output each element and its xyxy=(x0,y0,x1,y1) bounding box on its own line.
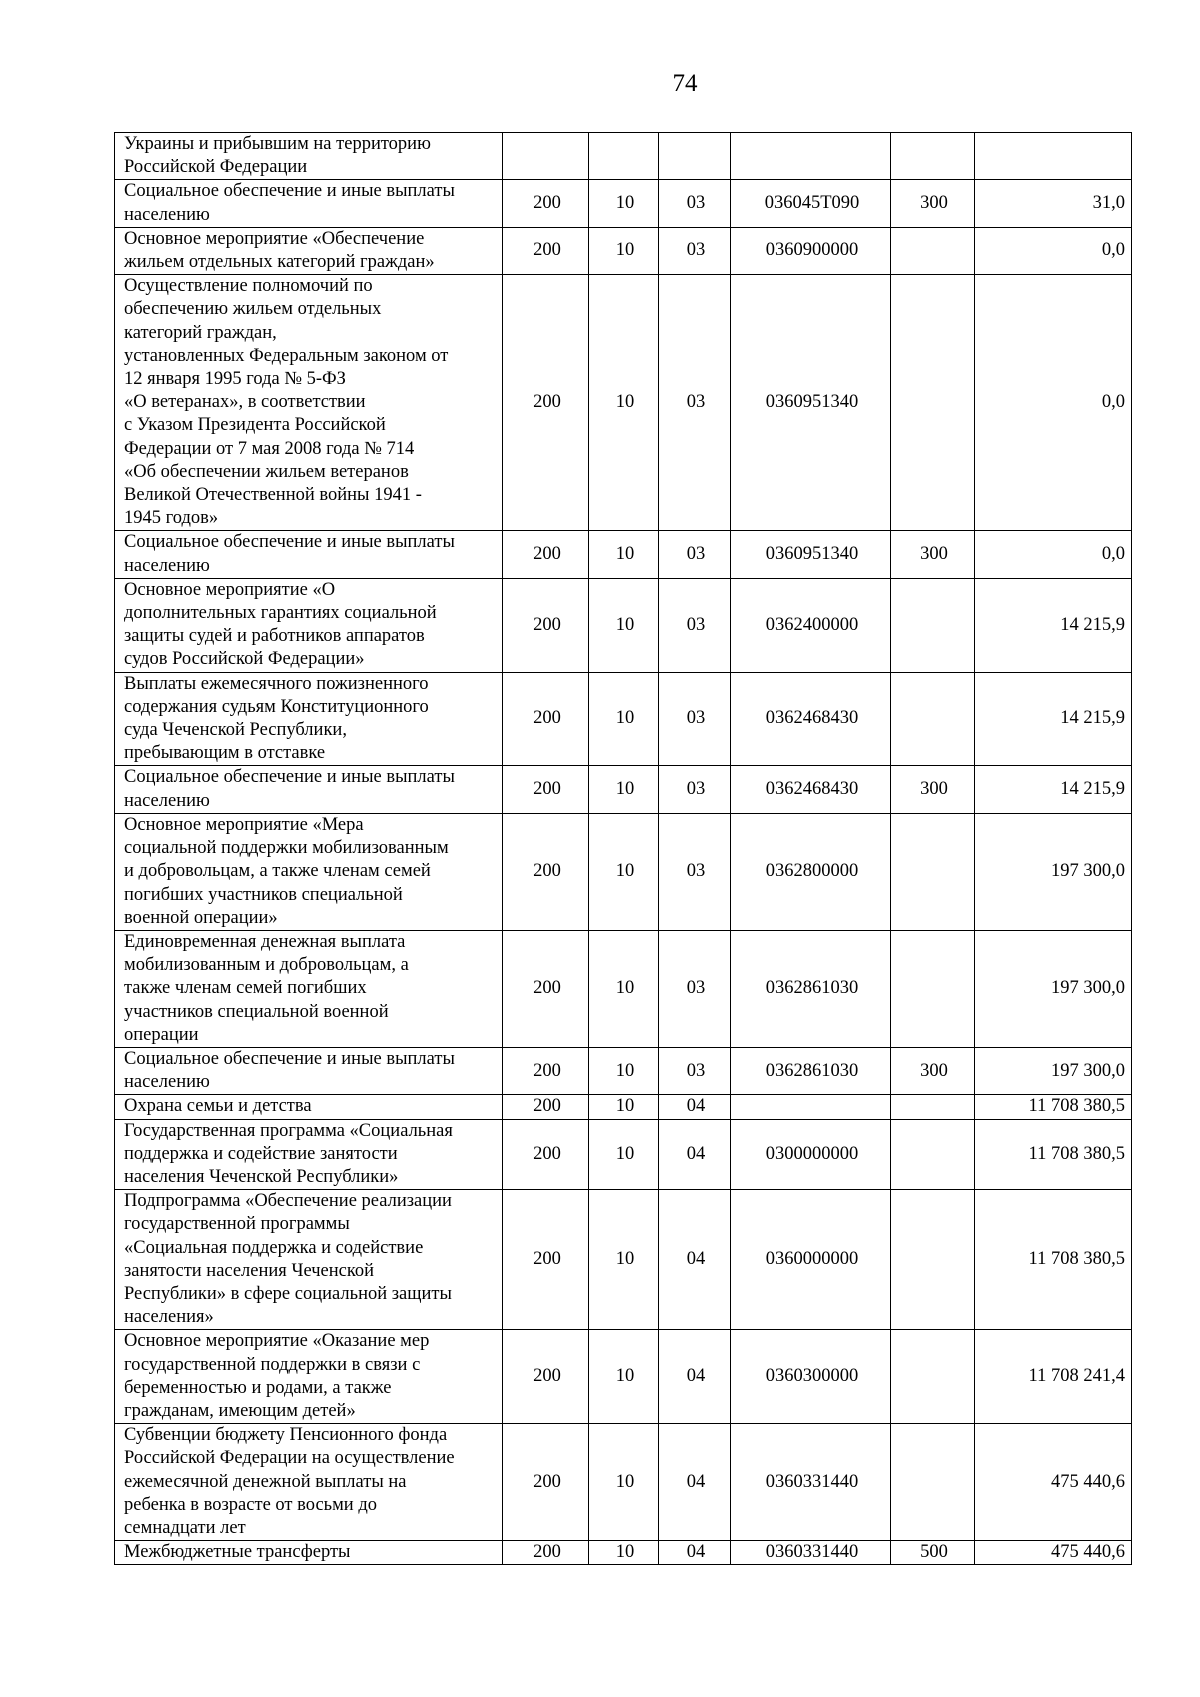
table-row xyxy=(115,275,1132,531)
section-code-cell: 10 xyxy=(589,672,659,766)
item-name-line: государственной поддержки в связи с xyxy=(124,1354,421,1375)
department-code-cell: 200 xyxy=(503,531,589,578)
target-article-cell: 0360900000 xyxy=(731,227,891,274)
section-code-cell: 10 xyxy=(589,275,659,531)
table-row xyxy=(115,1119,1132,1190)
expense-type-cell xyxy=(891,1095,975,1119)
item-name-line: Субвенции бюджету Пенсионного фонда xyxy=(124,1425,448,1446)
expense-type-cell xyxy=(891,133,975,180)
department-code-cell: 200 xyxy=(503,227,589,274)
item-name-line: Единовременная денежная выплата xyxy=(124,931,406,952)
amount-cell: 11 708 241,4 xyxy=(975,1330,1132,1424)
item-name-line: мобилизованным и добровольцам, а xyxy=(124,955,409,976)
table-row xyxy=(115,133,1132,180)
item-name-line: населения» xyxy=(124,1307,214,1328)
item-name-line: Республики» в сфере социальной защиты xyxy=(124,1283,452,1304)
subsection-code-cell: 03 xyxy=(659,227,731,274)
subsection-code-cell: 03 xyxy=(659,531,731,578)
department-code-cell: 200 xyxy=(503,1424,589,1541)
section-code-cell: 10 xyxy=(589,1424,659,1541)
item-name-line: судов Российской Федерации» xyxy=(124,649,365,670)
item-name-line: Государственная программа «Социальная xyxy=(124,1120,453,1141)
item-name-line: государственной программы xyxy=(124,1214,350,1235)
item-name-line: населению xyxy=(124,1072,210,1093)
department-code-cell xyxy=(503,133,589,180)
department-code-cell: 200 xyxy=(503,1190,589,1330)
item-name-line: Социальное обеспечение и иные выплаты xyxy=(124,767,455,788)
expense-type-cell xyxy=(891,1190,975,1330)
target-article-cell: 0360331440 xyxy=(731,1424,891,1541)
amount-cell: 14 215,9 xyxy=(975,672,1132,766)
subsection-code-cell: 03 xyxy=(659,275,731,531)
amount-cell: 11 708 380,5 xyxy=(975,1095,1132,1119)
section-code-cell: 10 xyxy=(589,531,659,578)
amount-cell: 197 300,0 xyxy=(975,930,1132,1047)
amount-cell: 475 440,6 xyxy=(975,1424,1132,1541)
item-name-cell xyxy=(115,1119,503,1190)
table-row xyxy=(115,1047,1132,1094)
item-name-cell xyxy=(115,1541,503,1565)
item-name-line: «Социальная поддержка и содействие xyxy=(124,1237,424,1258)
item-name-line: операции xyxy=(124,1024,199,1045)
page-number: 74 xyxy=(672,70,698,97)
department-code-cell: 200 xyxy=(503,578,589,672)
section-code-cell: 10 xyxy=(589,1119,659,1190)
item-name-line: Украины и прибывшим на территорию xyxy=(124,134,431,154)
item-name-line: Основное мероприятие «Оказание мер xyxy=(124,1331,430,1352)
expense-type-cell xyxy=(891,578,975,672)
item-name-line: погибших участников специальной xyxy=(124,884,403,905)
item-name-line: пребывающим в отставке xyxy=(124,743,326,764)
item-name-cell xyxy=(115,180,503,227)
item-name-cell xyxy=(115,578,503,672)
item-name-line: Социальное обеспечение и иные выплаты xyxy=(124,181,455,202)
department-code-cell: 200 xyxy=(503,813,589,930)
subsection-code-cell: 04 xyxy=(659,1541,731,1565)
target-article-cell xyxy=(731,1095,891,1119)
table-row xyxy=(115,672,1132,766)
subsection-code-cell: 04 xyxy=(659,1119,731,1190)
target-article-cell: 0360300000 xyxy=(731,1330,891,1424)
subsection-code-cell: 03 xyxy=(659,1047,731,1094)
item-name-line: Межбюджетные трансферты xyxy=(124,1542,351,1563)
department-code-cell: 200 xyxy=(503,930,589,1047)
item-name-line: беременностью и родами, а также xyxy=(124,1377,392,1398)
item-name-line: ежемесячной денежной выплаты на xyxy=(124,1471,407,1492)
subsection-code-cell: 04 xyxy=(659,1190,731,1330)
item-name-cell xyxy=(115,930,503,1047)
department-code-cell: 200 xyxy=(503,766,589,813)
section-code-cell: 10 xyxy=(589,1330,659,1424)
item-name-cell xyxy=(115,1330,503,1424)
item-name-line: участников специальной военной xyxy=(124,1001,389,1022)
item-name-cell xyxy=(115,133,503,180)
expense-type-cell: 500 xyxy=(891,1541,975,1565)
item-name-line: суда Чеченской Республики, xyxy=(124,720,347,741)
expense-type-cell xyxy=(891,227,975,274)
item-name-line: дополнительных гарантиях социальной xyxy=(124,603,437,624)
item-name-line: с Указом Президента Российской xyxy=(124,415,386,436)
target-article-cell: 0362468430 xyxy=(731,672,891,766)
expense-type-cell xyxy=(891,813,975,930)
item-name-cell xyxy=(115,227,503,274)
item-name-line: «О ветеранах», в соответствии xyxy=(124,392,366,413)
expense-type-cell: 300 xyxy=(891,180,975,227)
amount-cell xyxy=(975,133,1132,180)
table-row xyxy=(115,227,1132,274)
target-article-cell: 0360000000 xyxy=(731,1190,891,1330)
amount-cell: 0,0 xyxy=(975,531,1132,578)
item-name-cell xyxy=(115,672,503,766)
table-row xyxy=(115,813,1132,930)
department-code-cell: 200 xyxy=(503,275,589,531)
item-name-cell xyxy=(115,766,503,813)
table-row xyxy=(115,1330,1132,1424)
item-name-cell xyxy=(115,1047,503,1094)
subsection-code-cell: 04 xyxy=(659,1424,731,1541)
section-code-cell: 10 xyxy=(589,813,659,930)
table-row xyxy=(115,1424,1132,1541)
section-code-cell xyxy=(589,133,659,180)
expense-type-cell: 300 xyxy=(891,766,975,813)
item-name-line: также членам семей погибших xyxy=(124,978,367,999)
target-article-cell: 0300000000 xyxy=(731,1119,891,1190)
department-code-cell: 200 xyxy=(503,672,589,766)
expense-type-cell xyxy=(891,930,975,1047)
target-article-cell: 0360951340 xyxy=(731,531,891,578)
amount-cell: 14 215,9 xyxy=(975,766,1132,813)
expense-type-cell: 300 xyxy=(891,531,975,578)
department-code-cell: 200 xyxy=(503,1119,589,1190)
section-code-cell: 10 xyxy=(589,180,659,227)
table-row xyxy=(115,766,1132,813)
item-name-line: Основное мероприятие «О xyxy=(124,579,336,600)
department-code-cell: 200 xyxy=(503,1047,589,1094)
table-row xyxy=(115,1190,1132,1330)
amount-cell: 197 300,0 xyxy=(975,813,1132,930)
item-name-cell xyxy=(115,275,503,531)
item-name-line: «Об обеспечении жильем ветеранов xyxy=(124,461,409,482)
item-name-cell xyxy=(115,1190,503,1330)
item-name-line: Выплаты ежемесячного пожизненного xyxy=(124,673,429,694)
item-name-line: военной операции» xyxy=(124,907,278,928)
item-name-line: населению xyxy=(124,790,210,811)
item-name-cell xyxy=(115,1424,503,1541)
section-code-cell: 10 xyxy=(589,930,659,1047)
item-name-line: ребенка в возрасте от восьми до xyxy=(124,1494,377,1515)
expense-type-cell xyxy=(891,1119,975,1190)
item-name-line: Основное мероприятие «Обеспечение xyxy=(124,228,425,249)
amount-cell: 0,0 xyxy=(975,275,1132,531)
department-code-cell: 200 xyxy=(503,1330,589,1424)
amount-cell: 14 215,9 xyxy=(975,578,1132,672)
item-name-line: Федерации от 7 мая 2008 года № 714 xyxy=(124,438,415,459)
budget-table xyxy=(114,132,1132,1565)
target-article-cell xyxy=(731,133,891,180)
amount-cell: 197 300,0 xyxy=(975,1047,1132,1094)
item-name-cell xyxy=(115,813,503,930)
target-article-cell: 0360331440 xyxy=(731,1541,891,1565)
target-article-cell: 0360951340 xyxy=(731,275,891,531)
item-name-line: Великой Отечественной войны 1941 - xyxy=(124,485,422,506)
table-row xyxy=(115,1541,1132,1565)
amount-cell: 475 440,6 xyxy=(975,1541,1132,1565)
item-name-line: 1945 годов» xyxy=(124,508,219,529)
amount-cell: 11 708 380,5 xyxy=(975,1190,1132,1330)
section-code-cell: 10 xyxy=(589,1047,659,1094)
item-name-cell xyxy=(115,1095,503,1119)
table-row xyxy=(115,180,1132,227)
subsection-code-cell: 03 xyxy=(659,672,731,766)
item-name-line: населения Чеченской Республики» xyxy=(124,1166,399,1187)
item-name-line: занятости населения Чеченской xyxy=(124,1260,375,1281)
subsection-code-cell: 04 xyxy=(659,1095,731,1119)
item-name-line: жильем отдельных категорий граждан» xyxy=(124,252,435,273)
target-article-cell: 0362861030 xyxy=(731,1047,891,1094)
item-name-line: Российской Федерации на осуществление xyxy=(124,1448,455,1469)
item-name-line: семнадцати лет xyxy=(124,1517,246,1538)
expense-type-cell xyxy=(891,1424,975,1541)
department-code-cell: 200 xyxy=(503,1541,589,1565)
expense-type-cell xyxy=(891,672,975,766)
target-article-cell: 0362861030 xyxy=(731,930,891,1047)
subsection-code-cell: 03 xyxy=(659,766,731,813)
item-name-line: Российской Федерации xyxy=(124,157,308,178)
department-code-cell: 200 xyxy=(503,180,589,227)
item-name-line: категорий граждан, xyxy=(124,322,277,343)
item-name-line: населению xyxy=(124,555,210,576)
target-article-cell: 0362800000 xyxy=(731,813,891,930)
item-name-line: и добровольцам, а также членам семей xyxy=(124,861,431,882)
item-name-line: Подпрограмма «Обеспечение реализации xyxy=(124,1191,452,1212)
table-row xyxy=(115,531,1132,578)
item-name-line: населению xyxy=(124,204,210,225)
item-name-line: Основное мероприятие «Мера xyxy=(124,814,364,835)
item-name-line: гражданам, имеющим детей» xyxy=(124,1400,356,1421)
item-name-line: обеспечению жильем отдельных xyxy=(124,299,382,320)
table-row xyxy=(115,930,1132,1047)
subsection-code-cell: 03 xyxy=(659,930,731,1047)
section-code-cell: 10 xyxy=(589,766,659,813)
item-name-line: Социальное обеспечение и иные выплаты xyxy=(124,532,455,553)
item-name-cell xyxy=(115,531,503,578)
section-code-cell: 10 xyxy=(589,1541,659,1565)
amount-cell: 0,0 xyxy=(975,227,1132,274)
department-code-cell: 200 xyxy=(503,1095,589,1119)
subsection-code-cell: 03 xyxy=(659,578,731,672)
item-name-line: содержания судьям Конституционного xyxy=(124,696,429,717)
item-name-line: установленных Федеральным законом от xyxy=(124,345,449,366)
amount-cell: 31,0 xyxy=(975,180,1132,227)
subsection-code-cell: 04 xyxy=(659,1330,731,1424)
item-name-line: защиты судей и работников аппаратов xyxy=(124,626,425,647)
target-article-cell: 036045Т090 xyxy=(731,180,891,227)
table-row xyxy=(115,1095,1132,1119)
target-article-cell: 0362468430 xyxy=(731,766,891,813)
subsection-code-cell: 03 xyxy=(659,813,731,930)
target-article-cell: 0362400000 xyxy=(731,578,891,672)
subsection-code-cell: 03 xyxy=(659,180,731,227)
expense-type-cell: 300 xyxy=(891,1047,975,1094)
item-name-line: 12 января 1995 года № 5-ФЗ xyxy=(124,369,346,390)
table-row xyxy=(115,578,1132,672)
item-name-line: Осуществление полномочий по xyxy=(124,276,373,297)
section-code-cell: 10 xyxy=(589,1095,659,1119)
item-name-line: Социальное обеспечение и иные выплаты xyxy=(124,1048,455,1069)
item-name-line: поддержка и содействие занятости xyxy=(124,1143,398,1164)
item-name-line: социальной поддержки мобилизованным xyxy=(124,838,449,859)
section-code-cell: 10 xyxy=(589,227,659,274)
expense-type-cell xyxy=(891,275,975,531)
expense-type-cell xyxy=(891,1330,975,1424)
section-code-cell: 10 xyxy=(589,1190,659,1330)
section-code-cell: 10 xyxy=(589,578,659,672)
item-name-line: Охрана семьи и детства xyxy=(124,1096,312,1117)
subsection-code-cell xyxy=(659,133,731,180)
amount-cell: 11 708 380,5 xyxy=(975,1119,1132,1190)
